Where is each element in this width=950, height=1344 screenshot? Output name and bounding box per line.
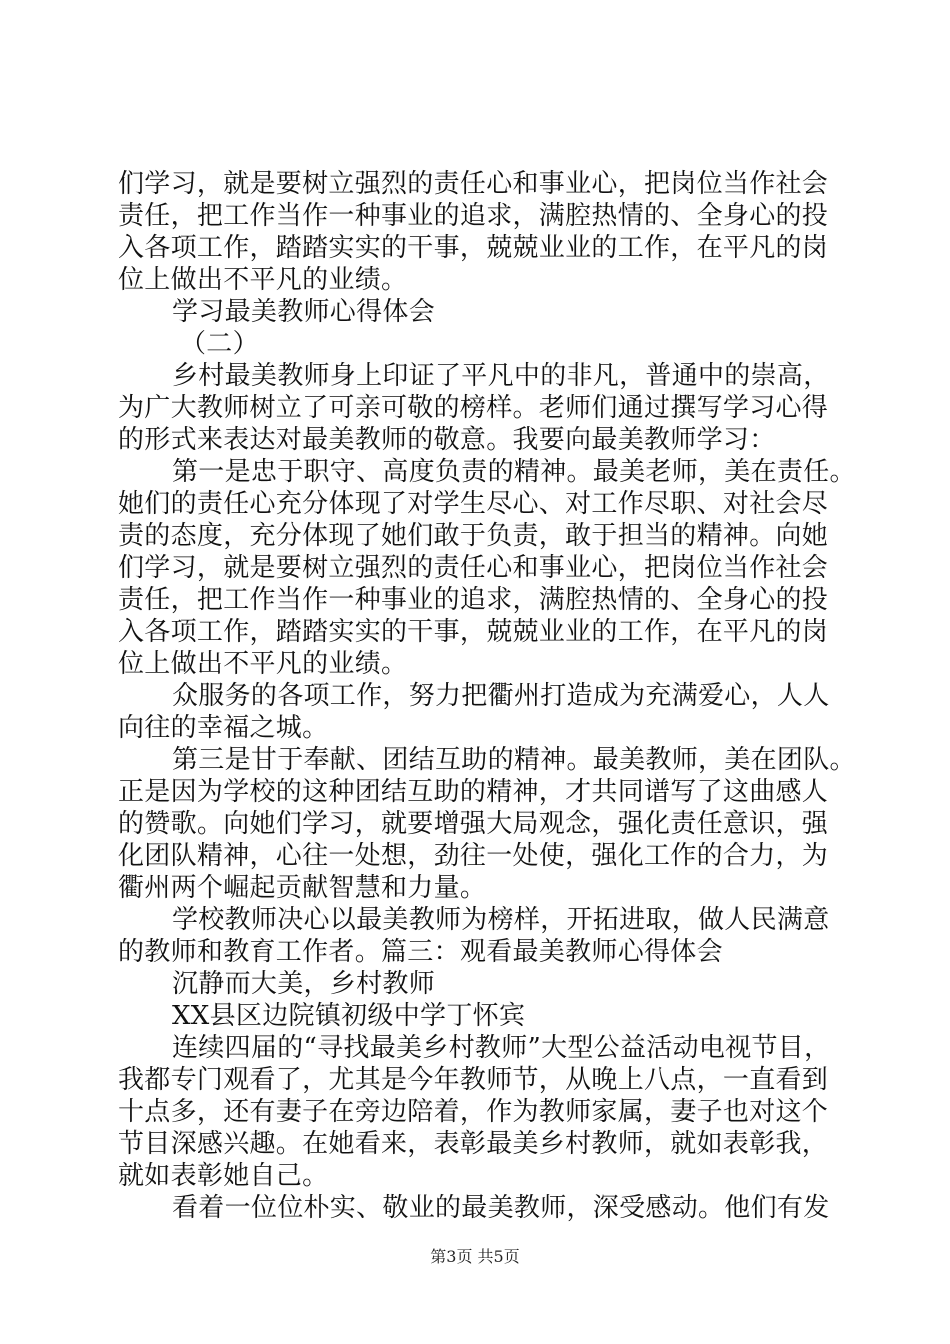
body-line: 责任，把工作当作一种事业的追求，满腔热情的、全身心的投 <box>118 201 829 231</box>
body-line: 向往的幸福之城。 <box>118 713 329 743</box>
body-line: 责的态度，充分体现了她们敢于负责，敢于担当的精神。向她 <box>118 521 829 551</box>
body-line: 她们的责任心充分体现了对学生尽心、对工作尽职、对社会尽 <box>118 489 829 519</box>
body-line: 的教师和教育工作者。篇三：观看最美教师心得体会 <box>118 937 723 967</box>
article-title: 沉静而大美，乡村教师 <box>172 969 436 999</box>
body-line: 入各项工作，踏踏实实的干事，兢兢业业的工作，在平凡的岗 <box>118 617 829 647</box>
body-line: 为广大教师树立了可亲可敬的榜样。老师们通过撰写学习心得 <box>118 393 829 423</box>
body-line: 乡村最美教师身上印证了平凡中的非凡，普通中的崇高， <box>172 361 830 391</box>
body-line: 化团队精神，心往一处想，劲往一处使，强化工作的合力，为 <box>118 841 829 871</box>
body-line: 第一是忠于职守、高度负责的精神。最美老师，美在责任。 <box>172 457 856 487</box>
body-line: 们学习，就是要树立强烈的责任心和事业心，把岗位当作社会 <box>118 553 829 583</box>
section-number: （二） <box>180 329 259 359</box>
document-body <box>118 168 856 1224</box>
body-line: 的形式来表达对最美教师的敬意。我要向最美教师学习： <box>118 425 776 455</box>
body-line: 就如表彰她自己。 <box>118 1161 329 1191</box>
body-line: 衢州两个崛起贡献智慧和力量。 <box>118 873 487 903</box>
body-line: 位上做出不平凡的业绩。 <box>118 649 408 679</box>
body-line: 们学习，就是要树立强烈的责任心和事业心，把岗位当作社会 <box>118 169 829 199</box>
body-line: 入各项工作，踏踏实实的干事，兢兢业业的工作，在平凡的岗 <box>118 233 829 263</box>
body-line: 连续四届的“寻找最美乡村教师”大型公益活动电视节目， <box>172 1033 831 1063</box>
article-author: XX县区边院镇初级中学丁怀宾 <box>172 1001 526 1031</box>
body-line: 众服务的各项工作，努力把衢州打造成为充满爱心，人人 <box>172 681 830 711</box>
body-line: 学校教师决心以最美教师为榜样，开拓进取，做人民满意 <box>172 905 830 935</box>
body-line: 正是因为学校的这种团结互助的精神，才共同谱写了这曲感人 <box>118 777 829 807</box>
section-heading: 学习最美教师心得体会 <box>172 297 436 327</box>
page-number-footer: 第3页 共5页 <box>430 1247 520 1266</box>
body-line: 节目深感兴趣。在她看来，表彰最美乡村教师，就如表彰我， <box>118 1129 829 1159</box>
body-line: 我都专门观看了，尤其是今年教师节，从晚上八点，一直看到 <box>118 1065 829 1095</box>
body-line: 的赞歌。向她们学习，就要增强大局观念，强化责任意识，强 <box>118 809 829 839</box>
body-line: 责任，把工作当作一种事业的追求，满腔热情的、全身心的投 <box>118 585 829 615</box>
body-line: 位上做出不平凡的业绩。 <box>118 265 408 295</box>
body-line: 十点多，还有妻子在旁边陪着，作为教师家属，妻子也对这个 <box>118 1097 829 1127</box>
body-line: 第三是甘于奉献、团结互助的精神。最美教师，美在团队。 <box>172 745 856 775</box>
body-line: 看着一位位朴实、敬业的最美教师，深受感动。他们有发 <box>172 1193 830 1223</box>
